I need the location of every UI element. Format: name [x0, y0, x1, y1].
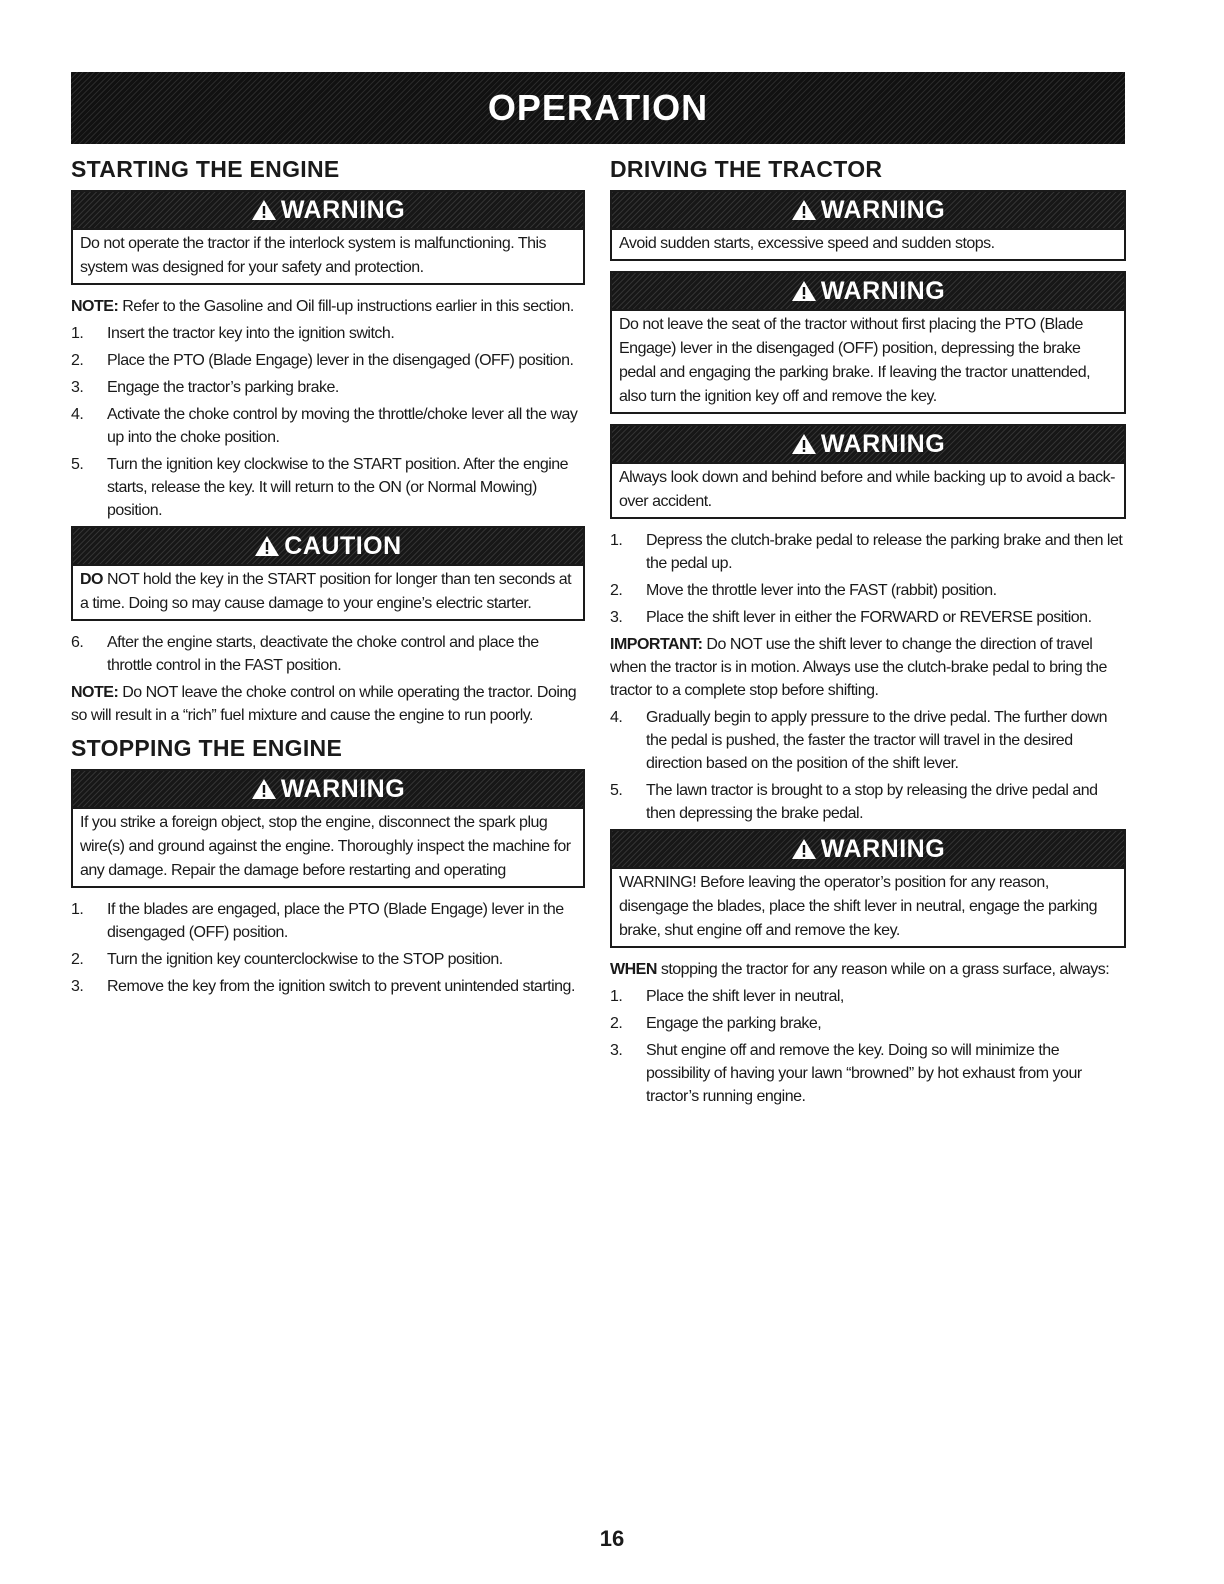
list-item: 3. Shut engine off and remove the key. Doing so will minimize the possibility of having your lawn “browned” by hot exhaust from your tractor’s running engine. [610, 1042, 1082, 1105]
list-item: 4. Activate the choke control by moving the throttle/choke lever all the way up into the choke position. [71, 406, 578, 446]
warning-label: WARNING [820, 834, 946, 863]
list-item: 6. After the engine starts, deactivate the choke control and place the throttle control in the FAST position. [71, 634, 539, 674]
grass-stop-steps-list [610, 985, 1126, 1108]
list-item: 1. Place the shift lever in neutral, [610, 988, 844, 1005]
warning-text: WARNING! Before leaving the operator’s position for any reason, disengage the blades, place the shift lever in neutral, engage the parking brake, shut engine off and remove the key. [619, 874, 1098, 939]
list-item: 2. Place the PTO (Blade Engage) lever in the disengaged (OFF) position. [71, 352, 574, 369]
stopping-steps-list [71, 898, 585, 998]
caution-triangle-icon [254, 535, 280, 557]
driving-tractor-heading: DRIVING THE TRACTOR [610, 156, 883, 182]
warning-triangle-icon [791, 199, 817, 221]
list-item: 2. Turn the ignition key counterclockwise to the STOP position. [71, 951, 503, 968]
starting-step-6 [71, 631, 585, 677]
starting-engine-heading: STARTING THE ENGINE [71, 156, 340, 182]
list-item: 1. Depress the clutch-brake pedal to release the parking brake and then let the pedal up. [610, 532, 1123, 572]
list-item: 3. Place the shift lever in either the FORWARD or REVERSE position. [610, 609, 1092, 626]
caution-text: DO NOT hold the key in the START position for longer than ten seconds at a time. Doing so may cause damage to your engine’s electric starter. [80, 571, 572, 612]
warning-box-leaving-position [610, 829, 1126, 948]
stopping-engine-heading: STOPPING THE ENGINE [71, 735, 343, 761]
driving-steps-list-continued [610, 706, 1126, 825]
list-item: 3. Engage the tractor’s parking brake. [71, 379, 339, 396]
list-item: 3. Remove the key from the ignition switch to prevent unintended starting. [71, 978, 575, 995]
important-paragraph: IMPORTANT: Do NOT use the shift lever to change the direction of travel when the tractor is in motion. Always use the clutch-brake pedal to bring the tractor to a complete stop before shifting. [610, 636, 1107, 699]
section-banner [71, 72, 1125, 144]
warning-box-leaving-seat [610, 271, 1126, 414]
caution-box [71, 526, 585, 621]
warning-label: WARNING [280, 774, 406, 803]
warning-triangle-icon [791, 838, 817, 860]
warning-triangle-icon [791, 433, 817, 455]
warning-label: WARNING [820, 429, 946, 458]
warning-label: WARNING [280, 195, 406, 224]
warning-text: Avoid sudden starts, excessive speed and sudden stops. [619, 235, 995, 252]
warning-text: Do not operate the tractor if the interlock system is malfunctioning. This system was designed for your safety and protection. [80, 235, 547, 276]
warning-box-sudden-starts [610, 190, 1126, 261]
warning-label: WARNING [820, 195, 946, 224]
section-title: OPERATION [487, 87, 709, 128]
warning-triangle-icon [251, 199, 277, 221]
warning-text: Do not leave the seat of the tractor without first placing the PTO (Blade Engage) lever in the disengaged (OFF) position, depressing the brake pedal and engaging the parking brake. If leaving the tractor unattended, also turn the ignition key off and remove the key. [619, 316, 1091, 405]
warning-box-backing-up [610, 424, 1126, 519]
starting-steps-list [71, 322, 585, 522]
left-column [71, 156, 585, 1002]
warning-triangle-icon [251, 778, 277, 800]
warning-text: Always look down and behind before and while backing up to avoid a back-over accident. [619, 469, 1115, 510]
warning-box-interlock [71, 190, 585, 285]
warning-triangle-icon [791, 280, 817, 302]
when-paragraph: WHEN stopping the tractor for any reason while on a grass surface, always: [610, 961, 1110, 978]
note-paragraph: NOTE: Refer to the Gasoline and Oil fill-up instructions earlier in this section. [71, 298, 574, 315]
list-item: 4. Gradually begin to apply pressure to the drive pedal. The further down the pedal is pushed, the faster the tractor will travel in the desired direction based on the position of the shift lever. [610, 709, 1107, 772]
list-item: 2. Engage the parking brake, [610, 1015, 822, 1032]
driving-steps-list [610, 529, 1126, 629]
warning-text: If you strike a foreign object, stop the engine, disconnect the spark plug wire(s) and ground against the engine. Thoroughly inspect the machine for any damage. Repair the damage before restarting and operating [80, 814, 571, 879]
right-column [610, 156, 1126, 1112]
list-item: 5. Turn the ignition key clockwise to the START position. After the engine starts, release the key. It will return to the ON (or Normal Mowing) position. [71, 456, 569, 519]
note-paragraph-choke: NOTE: Do NOT leave the choke control on while operating the tractor. Doing so will result in a “rich” fuel mixture and cause the engine to run poorly. [71, 684, 577, 724]
list-item: 1. Insert the tractor key into the ignition switch. [71, 325, 395, 342]
warning-label: WARNING [820, 276, 946, 305]
list-item: 1. If the blades are engaged, place the PTO (Blade Engage) lever in the disengaged (OFF) position. [71, 901, 564, 941]
warning-box-foreign-object [71, 769, 585, 888]
list-item: 2. Move the throttle lever into the FAST (rabbit) position. [610, 582, 997, 599]
caution-label: CAUTION [284, 531, 402, 560]
page-number: 16 [599, 1526, 625, 1551]
list-item: 5. The lawn tractor is brought to a stop by releasing the drive pedal and then depressing the brake pedal. [610, 782, 1098, 822]
